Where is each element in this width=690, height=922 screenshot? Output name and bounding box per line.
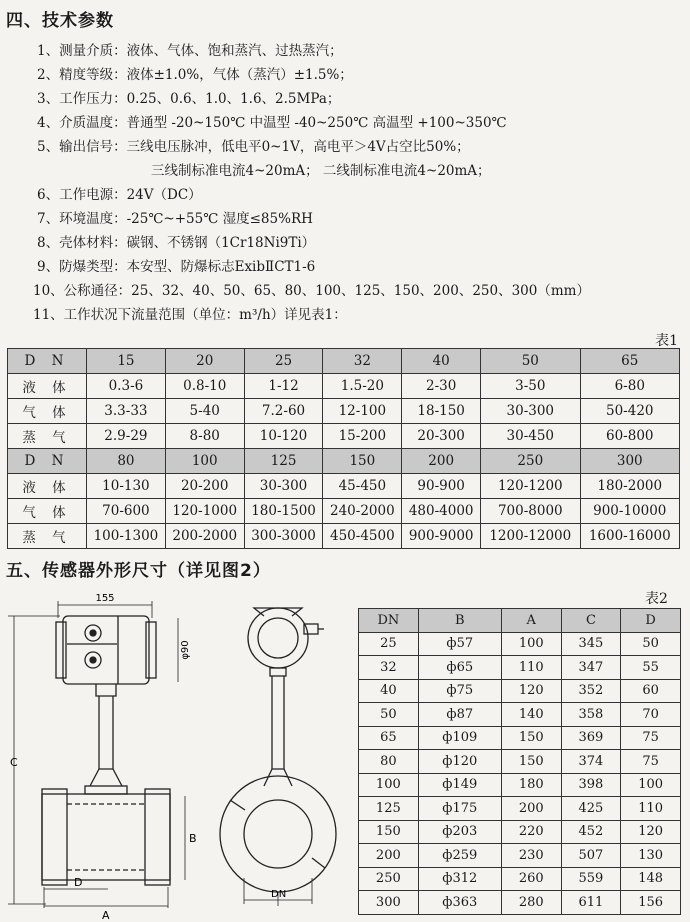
table1-cell: 2.9-29 (87, 424, 166, 449)
table2-cell: ф312 (418, 867, 501, 891)
table1-dn-cell: 125 (244, 449, 323, 474)
table2-cell: 369 (561, 726, 621, 750)
table2-header-cell: DN (359, 609, 419, 633)
dim-a-label: A (102, 909, 110, 922)
table1-row (8, 424, 680, 449)
table2-cell: 425 (561, 797, 621, 821)
table2-cell: 345 (561, 632, 621, 656)
table1-medium-label: 蒸 气 (8, 524, 87, 549)
table1-cell: 0.3-6 (87, 374, 166, 399)
table2-row (359, 726, 681, 750)
table2-row (359, 820, 681, 844)
table2-cell: 260 (501, 867, 561, 891)
table2-cell: 352 (561, 679, 621, 703)
table2-cell: 358 (561, 703, 621, 727)
table2-cell: 50 (359, 703, 419, 727)
table1-cell: 10-130 (87, 474, 166, 499)
table2-cell: 559 (561, 867, 621, 891)
table2-cell: 230 (501, 844, 561, 868)
table1-dn-cell: 50 (481, 349, 580, 374)
param-output: 5、输出信号：三线电压脉冲，低电平0~1V，高电平＞4V占空比50%； (37, 139, 470, 155)
dim-dn-label: DN (271, 889, 287, 900)
table1-dn-cell: 25 (244, 349, 323, 374)
table2-row (359, 632, 681, 656)
table1-row (8, 374, 680, 399)
table2-cell: 110 (501, 656, 561, 680)
table2-cell: ф363 (418, 891, 501, 915)
table1-cell: 70-600 (87, 499, 166, 524)
table1-cell: 6-80 (580, 374, 680, 399)
table1-dn-cell: 40 (402, 349, 481, 374)
table2-cell: ф259 (418, 844, 501, 868)
table1-cell: 30-450 (481, 424, 580, 449)
table1-cell: 900-10000 (580, 499, 680, 524)
table1-cell: 480-4000 (402, 499, 481, 524)
table1-cell: 7.2-60 (244, 399, 323, 424)
table1-cell: 3-50 (481, 374, 580, 399)
table1-cell: 1200-12000 (481, 524, 580, 549)
dimension-lines (8, 601, 185, 908)
table1-cell: 18-150 (402, 399, 481, 424)
table1-cell: 20-200 (165, 474, 244, 499)
table2-cell: 347 (561, 656, 621, 680)
table1-medium-label: 气 体 (8, 399, 87, 424)
table2-cell: 200 (501, 797, 561, 821)
table2-cell: 75 (621, 726, 681, 750)
table1-dn-cell: 80 (87, 449, 166, 474)
table2-cell: 611 (561, 891, 621, 915)
table2-cell: 398 (561, 773, 621, 797)
table1-cell: 20-300 (402, 424, 481, 449)
table2-cell: 150 (501, 750, 561, 774)
table2-header-row (359, 609, 681, 633)
table2-cell: 120 (501, 679, 561, 703)
sensor-dimension-drawing (0, 586, 355, 922)
table1-dn-cell: 200 (402, 449, 481, 474)
table1-header-row (8, 449, 680, 474)
table2-header-cell: D (621, 609, 681, 633)
table2-cell: 55 (621, 656, 681, 680)
table1-cell: 12-100 (323, 399, 402, 424)
table2-cell: ф149 (418, 773, 501, 797)
table1-cell: 300-3000 (244, 524, 323, 549)
table2-cell: 100 (359, 773, 419, 797)
table1-dn-cell: 300 (580, 449, 680, 474)
param-pressure: 3、工作压力：0.25、0.6、1.0、1.6、2.5MPa； (37, 91, 341, 107)
table1-cell: 45-450 (323, 474, 402, 499)
table2-header-cell: A (501, 609, 561, 633)
table1-cell: 8-80 (165, 424, 244, 449)
table1-cell: 15-200 (323, 424, 402, 449)
table2-cell: 125 (359, 797, 419, 821)
table2-cell: 148 (621, 867, 681, 891)
param-temperature: 4、介质温度：普通型 -20~150℃ 中温型 -40~250℃ 高温型 +100~350℃ (37, 115, 507, 131)
table1-row (8, 499, 680, 524)
table2-row (359, 773, 681, 797)
table2-caption: 表2 (645, 591, 668, 607)
table1-row (8, 524, 680, 549)
table1-dn-cell: 20 (165, 349, 244, 374)
table1-cell: 50-420 (580, 399, 680, 424)
table2-cell: 100 (501, 632, 561, 656)
table2-cell: 120 (621, 820, 681, 844)
table2-cell: 130 (621, 844, 681, 868)
table2-row (359, 844, 681, 868)
param-medium: 1、测量介质：液体、气体、饱和蒸汽、过热蒸汽； (37, 43, 343, 59)
table2-row (359, 750, 681, 774)
table2-cell: ф175 (418, 797, 501, 821)
table1-cell: 30-300 (244, 474, 323, 499)
param-housing: 8、壳体材料：碳钢、不锈钢（1Cr18Ni9Ti） (37, 235, 316, 251)
table2-cell: 110 (621, 797, 681, 821)
table1-cell: 1.5-20 (323, 374, 402, 399)
table1-medium-label: 蒸 气 (8, 424, 87, 449)
table1-medium-label: 气 体 (8, 499, 87, 524)
table2-cell: ф203 (418, 820, 501, 844)
dim-b-label: B (189, 832, 197, 845)
table2-cell: 140 (501, 703, 561, 727)
table1-cell: 120-1200 (481, 474, 580, 499)
dim-155-label: 155 (95, 593, 115, 604)
table1-dn-cell: 150 (323, 449, 402, 474)
param-ambient: 7、环境温度：-25℃~+55℃ 湿度≤85%RH (37, 211, 313, 227)
table2-cell: 507 (561, 844, 621, 868)
param-power: 6、工作电源：24V（DC） (37, 187, 202, 203)
table2-cell: 65 (359, 726, 419, 750)
table1-cell: 180-1500 (244, 499, 323, 524)
dimension-table (358, 608, 681, 915)
terminal-glands (85, 625, 101, 668)
flow-range-table (7, 348, 680, 549)
table1-medium-label: 液 体 (8, 374, 87, 399)
table2-cell: 60 (621, 679, 681, 703)
table2-cell: ф75 (418, 679, 501, 703)
table1-row (8, 399, 680, 424)
table2-cell: 200 (359, 844, 419, 868)
sensor-stem (85, 684, 127, 794)
table2-cell: 50 (621, 632, 681, 656)
side-view (220, 608, 336, 906)
table2-row (359, 891, 681, 915)
table1-cell: 450-4500 (323, 524, 402, 549)
table1-cell: 3.3-33 (87, 399, 166, 424)
table2-cell: 80 (359, 750, 419, 774)
table1-caption: 表1 (655, 333, 678, 349)
flow-body (42, 789, 170, 885)
table1-cell: 90-900 (402, 474, 481, 499)
table2-row (359, 656, 681, 680)
table2-cell: ф120 (418, 750, 501, 774)
table1-cell: 1-12 (244, 374, 323, 399)
param-output-current: 三线制标准电流4~20mA； 二线制标准电流4~20mA； (151, 163, 491, 179)
table1-cell: 60-800 (580, 424, 680, 449)
param-nominal-dia: 10、公称通径：25、32、40、50、65、80、100、125、150、200、250、300（mm） (33, 283, 590, 299)
table2-cell: ф57 (418, 632, 501, 656)
table2-cell: 180 (501, 773, 561, 797)
dim-c-label: C (10, 756, 18, 769)
table1-cell: 120-1000 (165, 499, 244, 524)
table1-dn-label: D N (8, 349, 87, 374)
section-5-title: 五、传感器外形尺寸（详见图2） (6, 561, 271, 581)
table2-cell: 100 (621, 773, 681, 797)
table1-dn-cell: 32 (323, 349, 402, 374)
table2-row (359, 797, 681, 821)
table1-dn-cell: 250 (481, 449, 580, 474)
table1-dn-cell: 100 (165, 449, 244, 474)
table2-cell: 280 (501, 891, 561, 915)
table1-row (8, 474, 680, 499)
table2-row (359, 867, 681, 891)
param-accuracy: 2、精度等级：液体±1.0%，气体（蒸汽）±1.5%； (37, 67, 353, 83)
table1-cell: 0.8-10 (165, 374, 244, 399)
table1-dn-cell: 15 (87, 349, 166, 374)
table2-cell: ф65 (418, 656, 501, 680)
table2-cell: 150 (359, 820, 419, 844)
table2-cell: 250 (359, 867, 419, 891)
table2-cell: 70 (621, 703, 681, 727)
table2-cell: 156 (621, 891, 681, 915)
table1-header-row (8, 349, 680, 374)
table1-dn-cell: 65 (580, 349, 680, 374)
table2-cell: 220 (501, 820, 561, 844)
table2-header-cell: B (418, 609, 501, 633)
param-flow-range: 11、工作状况下流量范围（单位：m³/h）详见表1： (33, 307, 347, 323)
table2-cell: 32 (359, 656, 419, 680)
param-explosion: 9、防爆类型：本安型、防爆标志ExibⅡCT1-6 (37, 259, 316, 275)
section-4-title: 四、技术参数 (6, 11, 114, 31)
table2-cell: 452 (561, 820, 621, 844)
table2-cell: 150 (501, 726, 561, 750)
table2-cell: ф109 (418, 726, 501, 750)
dim-phi90-label: φ90 (180, 640, 191, 660)
table1-dn-label: D N (8, 449, 87, 474)
table1-cell: 240-2000 (323, 499, 402, 524)
table1-cell: 180-2000 (580, 474, 680, 499)
table2-cell: 374 (561, 750, 621, 774)
table2-row (359, 679, 681, 703)
table2-cell: 25 (359, 632, 419, 656)
converter-head (56, 616, 156, 684)
table1-cell: 10-120 (244, 424, 323, 449)
table1-cell: 900-9000 (402, 524, 481, 549)
table2-row (359, 703, 681, 727)
dim-d-label: D (74, 876, 83, 889)
table1-cell: 100-1300 (87, 524, 166, 549)
table1-cell: 700-8000 (481, 499, 580, 524)
table1-cell: 5-40 (165, 399, 244, 424)
table2-cell: 40 (359, 679, 419, 703)
table1-cell: 2-30 (402, 374, 481, 399)
table1-medium-label: 液 体 (8, 474, 87, 499)
table1-cell: 1600-16000 (580, 524, 680, 549)
table2-cell: ф87 (418, 703, 501, 727)
table1-cell: 30-300 (481, 399, 580, 424)
table1-cell: 200-2000 (165, 524, 244, 549)
table2-cell: 300 (359, 891, 419, 915)
table2-cell: 75 (621, 750, 681, 774)
table2-header-cell: C (561, 609, 621, 633)
